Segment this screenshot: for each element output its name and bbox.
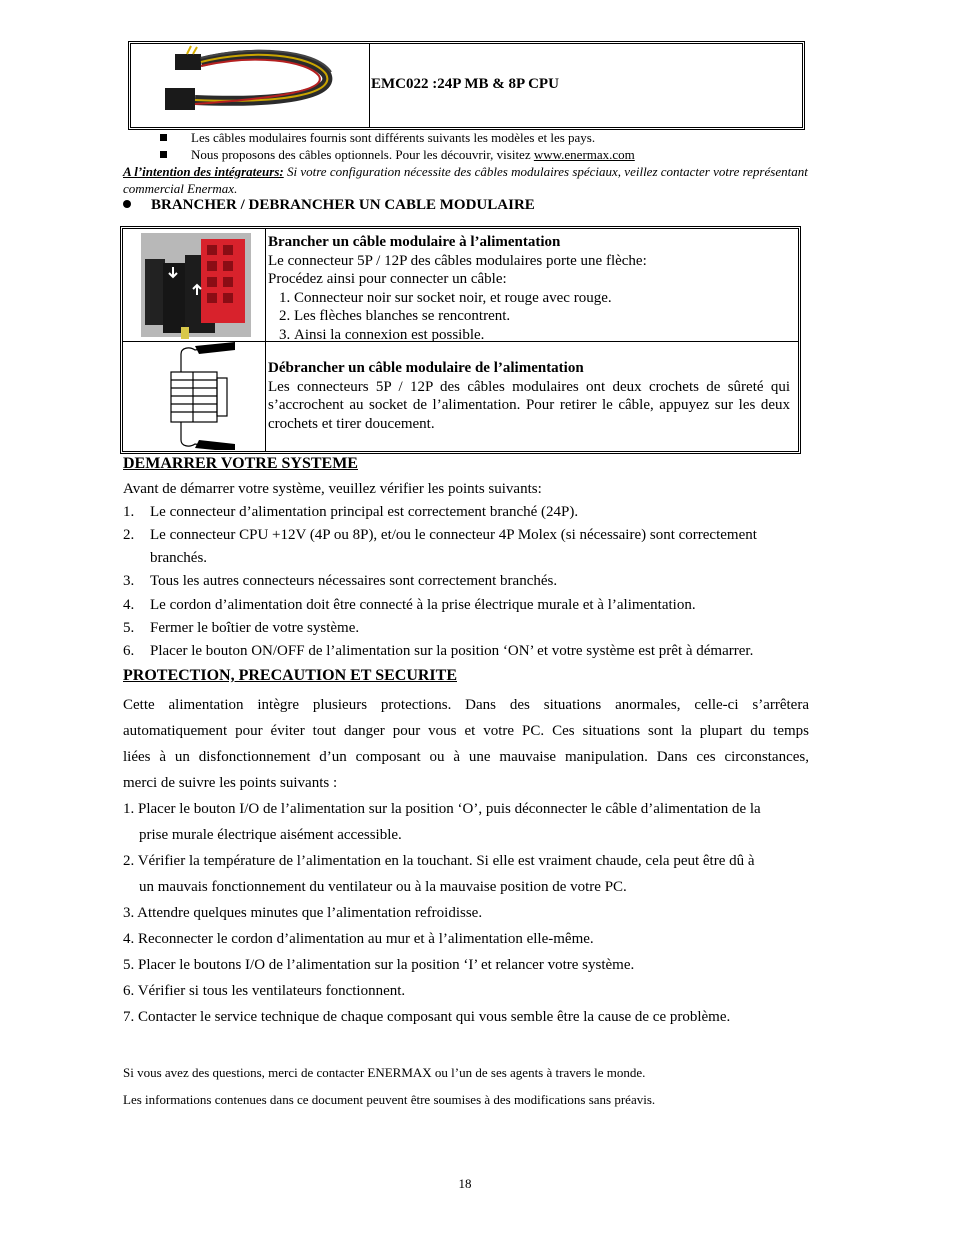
start-list-item: 1. Le connecteur d’alimentation principal est correctement branché (24P). [123, 504, 579, 520]
protection-item: 2. Vérifier la température de l’alimentation en la touchant. Si elle est vraiment chaude, cela peut être dû à [123, 853, 755, 869]
start-section-title: DEMARRER VOTRE SYSTEME [123, 455, 358, 472]
integrators-note [123, 163, 813, 197]
protection-item: 1. Placer le bouton I/O de l’alimentation sur la position ‘O’, puis déconnecter le câble d’alimentation de la [123, 801, 761, 817]
disclaimer-note: Les informations contenues dans ce document peuvent être soumises à des modifications sans préavis. [123, 1092, 656, 1107]
protection-paragraph: Cette alimentation intègre plusieurs protections. Dans des situations anormales, celle-ci s’arrêtera automatiquement pour éviter tout danger pour vous et votre PC. Ces situations sont la plupart du temps liées à un disfonctionnement d’un composant ou à une mauvaise manipulation. Dans ces circonstances, merci de suivre les points suivants : [123, 697, 809, 791]
start-list-item: 4. Le cordon d’alimentation doit être connecté à la prise électrique murale et à l’alimentation. [123, 597, 696, 613]
connect-step: 2. Les flèches blanches se rencontrent. [294, 307, 790, 326]
disconnect-text: Les connecteurs 5P / 12P des câbles modulaires ont deux crochets de sûreté qui s’accrochent au socket de l’alimentation. Pour retirer le câble, appuyez sur les deux crochets et tirer doucement. [268, 378, 790, 432]
protection-item: 4. Reconnecter le cordon d’alimentation au mur et à l’alimentation elle-même. [123, 931, 594, 947]
protection-item: 5. Placer le boutons I/O de l’alimentation sur la position ‘I’ et relancer votre système. [123, 957, 635, 973]
start-list-item: 6. Placer le bouton ON/OFF de l’alimentation sur la position ‘ON’ et votre système est prêt à démarrer. [123, 643, 754, 659]
enermax-link[interactable]: www.enermax.com [533, 147, 635, 162]
protection-item: 7. Contacter le service technique de chaque composant qui vous semble être la cause de ce problème. [123, 1009, 731, 1025]
connect-line: Procédez ainsi pour connecter un câble: [268, 271, 507, 287]
connect-line: Le connecteur 5P / 12P des câbles modulaires porte une flèche: [268, 252, 647, 269]
start-list-item: 2. Le connecteur CPU +12V (4P ou 8P), et/ou le connecteur 4P Molex (si nécessaire) sont correctement [123, 527, 757, 543]
connect-section-heading: BRANCHER / DEBRANCHER UN CABLE MODULAIRE [123, 197, 535, 214]
note-text: Les câbles modulaires fournis sont différents suivants les modèles et les pays. [191, 130, 596, 145]
connector-hooks-drawing [123, 342, 263, 450]
integrators-label: A l’intention des intégrateurs: [123, 164, 284, 179]
disconnect-instructions [268, 359, 790, 433]
connect-row [123, 229, 798, 342]
disconnect-row [123, 342, 798, 451]
protection-item-continuation: prise murale électrique aisément accessible. [139, 827, 402, 843]
connect-image-cell [123, 229, 266, 341]
square-bullet-icon [160, 151, 167, 158]
protection-item-continuation: un mauvais fonctionnement du ventilateur ou à la mauvaise position de votre PC. [139, 879, 627, 895]
protection-section-title: PROTECTION, PRECAUTION ET SECURITE [123, 667, 457, 684]
connect-step: 3. Ainsi la connexion est possible. [294, 326, 790, 345]
start-list-item-continuation: branchés. [150, 550, 208, 566]
square-bullet-icon [160, 134, 167, 141]
connector-socket-photo [123, 229, 263, 339]
protection-list [123, 796, 813, 1030]
cable-table [128, 41, 805, 130]
connect-title: Brancher un câble modulaire à l’alimentation [268, 234, 561, 250]
connect-steps [268, 289, 790, 345]
modular-cable-photo [131, 44, 369, 128]
start-intro: Avant de démarrer votre système, veuillez vérifier les points suivants: [123, 481, 542, 497]
connect-instructions [268, 233, 790, 344]
contact-note: Si vous avez des questions, merci de contacter ENERMAX ou l’un de ses agents à travers le monde. [123, 1065, 646, 1080]
start-list-item: 5. Fermer le boîtier de votre système. [123, 620, 360, 636]
integrators-text: Si votre configuration nécessite des câbles modulaires spéciaux, veillez contacter votre représentant commercial Enermax. [123, 164, 808, 196]
page-number: 18 [458, 1176, 472, 1191]
connect-table [120, 226, 801, 454]
note-item [160, 130, 595, 146]
start-list-item: 3. Tous les autres connecteurs nécessaires sont correctement branchés. [123, 573, 558, 589]
disconnect-title: Débrancher un câble modulaire de l’alimentation [268, 360, 584, 376]
protection-item: 3. Attendre quelques minutes que l’alimentation refroidisse. [123, 905, 483, 921]
cable-image-cell [131, 44, 370, 127]
connect-step: 1. Connecteur noir sur socket noir, et rouge avec rouge. [294, 289, 790, 308]
note-text: Nous proposons des câbles optionnels. Pour les découvrir, visitez [191, 147, 531, 162]
note-item [160, 147, 635, 163]
round-bullet-icon [123, 200, 131, 208]
protection-item: 6. Vérifier si tous les ventilateurs fonctionnent. [123, 983, 406, 999]
disconnect-image-cell [123, 342, 266, 451]
cable-model-label: EMC022 :24P MB & 8P CPU [371, 76, 559, 92]
